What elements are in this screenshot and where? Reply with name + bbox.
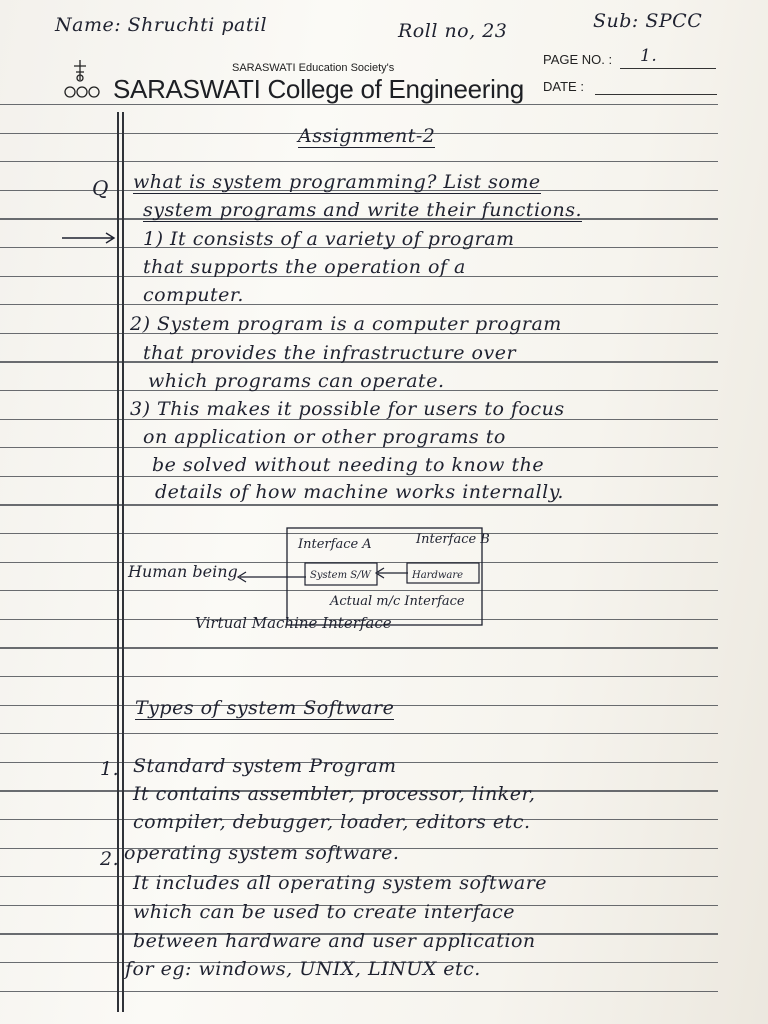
system-software-label: System S/W (310, 570, 371, 581)
ruled-line (0, 991, 718, 992)
type-line: Standard system Program (133, 755, 397, 777)
virtual-interface-label: Virtual Machine Interface (195, 614, 392, 632)
type-number: 1. (100, 758, 120, 780)
interface-a-label: Interface A (298, 537, 372, 552)
page-number-value: 1. (640, 46, 658, 66)
types-heading: Types of system Software (135, 697, 395, 719)
answer-line: 1) It consists of a variety of program (143, 228, 515, 250)
page-number-line (620, 68, 716, 69)
question-line: what is system programming? List some (133, 171, 541, 193)
ruled-line (0, 161, 718, 162)
answer-line: on application or other programs to (143, 426, 506, 448)
answer-line: which programs can operate. (148, 370, 445, 392)
type-line: which can be used to create interface (133, 901, 515, 923)
student-name: Name: Shruchti patil (55, 14, 268, 36)
question-line: system programs and write their functions. (143, 199, 582, 221)
arrow-human-system (238, 572, 306, 582)
ruled-line (0, 504, 718, 505)
ruled-line (0, 304, 718, 305)
type-number: 2. (100, 848, 120, 870)
answer-line: details of how machine works internally. (155, 481, 564, 503)
answer-line: that supports the operation of a (143, 256, 466, 278)
margin-line-left (117, 112, 119, 1012)
arrow-system-hardware (376, 568, 408, 578)
answer-line: 3) This makes it possible for users to focus (130, 398, 565, 420)
answer-line: computer. (143, 284, 244, 306)
machine-interface-diagram (120, 525, 500, 670)
type-line: for eg: windows, UNIX, LINUX etc. (125, 958, 481, 980)
arrow-icon (60, 230, 120, 246)
type-line: operating system software. (124, 842, 400, 864)
answer-line: 2) System program is a computer program (130, 313, 562, 335)
type-line: It includes all operating system software (133, 872, 548, 894)
type-line: It contains assembler, processor, linker, (133, 783, 536, 805)
type-line: compiler, debugger, loader, editors etc. (133, 811, 531, 833)
roll-number: Roll no, 23 (398, 20, 508, 42)
type-line: between hardware and user application (133, 930, 536, 952)
society-name: SARASWATI Education Society's (232, 62, 395, 74)
college-logo-icon (60, 56, 112, 106)
answer-line: that provides the infrastructure over (143, 342, 517, 364)
date-label: DATE : (543, 79, 584, 94)
ruled-line (0, 733, 718, 734)
college-name: SARASWATI College of Engineering (113, 74, 524, 104)
ruled-line (0, 676, 718, 677)
interface-b-label: Interface B (416, 532, 490, 547)
human-being-label: Human being (128, 562, 238, 581)
subject: Sub: SPCC (593, 10, 703, 32)
answer-line: be solved without needing to know the (152, 454, 545, 476)
assignment-title: Assignment-2 (298, 125, 436, 147)
hardware-label: Hardware (412, 570, 464, 581)
actual-interface-label: Actual m/c Interface (330, 594, 465, 609)
page-number-label: PAGE NO. : (543, 52, 613, 67)
question-marker: Q (92, 176, 109, 200)
date-line (595, 94, 717, 95)
